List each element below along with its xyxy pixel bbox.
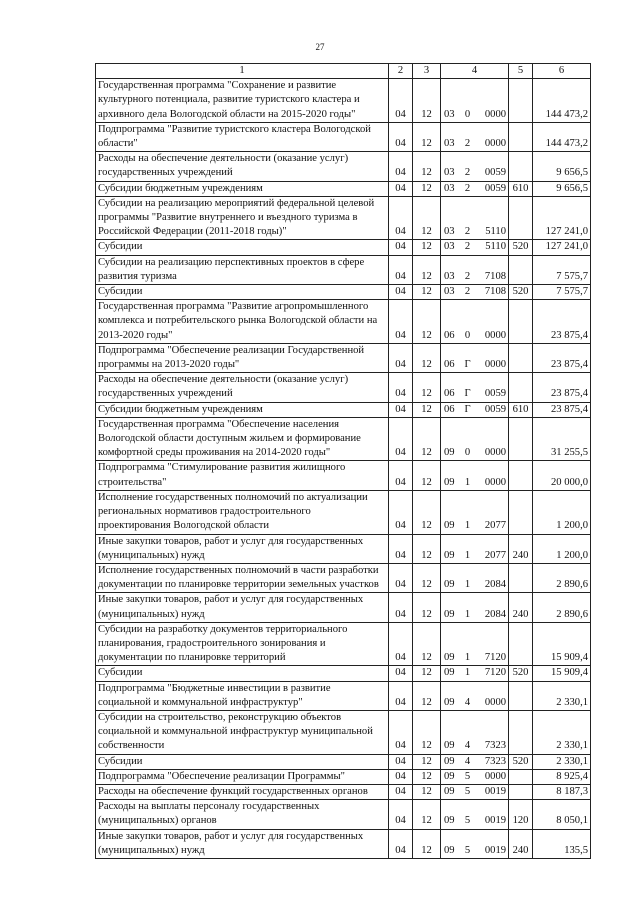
direction-code: 0000	[475, 79, 509, 123]
direction-code: 0059	[475, 402, 509, 417]
subsection-code: 12	[413, 343, 441, 372]
amount: 23 875,4	[533, 343, 591, 372]
row-name: Подпрограмма "Развитие туристского кластера Вологодской области"	[96, 122, 389, 151]
expense-type-code: 520	[509, 754, 533, 769]
program-code: 09	[441, 754, 461, 769]
table-row	[96, 152, 591, 181]
expense-type-code	[509, 417, 533, 461]
expense-type-code	[509, 563, 533, 592]
row-name: Подпрограмма "Обеспечение реализации Государственной программы на 2013-2020 годы"	[96, 343, 389, 372]
subprogram-code: 1	[461, 593, 475, 622]
amount: 15 909,4	[533, 622, 591, 666]
row-name: Подпрограмма "Обеспечение реализации Программы"	[96, 769, 389, 784]
row-name: Субсидии на реализацию мероприятий федеральной целевой программы "Развитие внутреннего и въездного туризма в Российской Федерации (2011-2018 годы)"	[96, 196, 389, 240]
amount: 127 241,0	[533, 196, 591, 240]
section-code: 04	[389, 196, 413, 240]
expense-type-code	[509, 373, 533, 402]
section-code: 04	[389, 534, 413, 563]
expense-type-code	[509, 122, 533, 151]
direction-code: 0059	[475, 152, 509, 181]
header-row	[96, 64, 591, 79]
subsection-code: 12	[413, 373, 441, 402]
table-row	[96, 666, 591, 681]
expense-type-code	[509, 681, 533, 710]
amount: 8 187,3	[533, 784, 591, 799]
subsection-code: 12	[413, 829, 441, 858]
amount: 127 241,0	[533, 240, 591, 255]
program-code: 03	[441, 181, 461, 196]
subprogram-code: 5	[461, 769, 475, 784]
amount: 23 875,4	[533, 300, 591, 344]
program-code: 09	[441, 829, 461, 858]
direction-code: 7120	[475, 622, 509, 666]
section-code: 04	[389, 181, 413, 196]
expense-type-code	[509, 79, 533, 123]
expense-type-code	[509, 196, 533, 240]
row-name: Расходы на обеспечение деятельности (оказание услуг) государственных учреждений	[96, 373, 389, 402]
subsection-code: 12	[413, 681, 441, 710]
subprogram-code: Г	[461, 402, 475, 417]
direction-code: 5110	[475, 240, 509, 255]
program-code: 03	[441, 152, 461, 181]
subsection-code: 12	[413, 666, 441, 681]
program-code: 06	[441, 373, 461, 402]
program-code: 09	[441, 593, 461, 622]
table-row	[96, 563, 591, 592]
expense-type-code: 520	[509, 666, 533, 681]
header-cell: 1	[96, 64, 389, 79]
expense-type-code: 240	[509, 593, 533, 622]
subprogram-code: 1	[461, 666, 475, 681]
direction-code: 7108	[475, 255, 509, 284]
section-code: 04	[389, 754, 413, 769]
header-cell: 2	[389, 64, 413, 79]
program-code: 06	[441, 300, 461, 344]
table-row	[96, 681, 591, 710]
table-row	[96, 300, 591, 344]
amount: 7 575,7	[533, 285, 591, 300]
row-name: Субсидии на разработку документов территориального планирования, градостроительного зонирования и документации по планировке территорий	[96, 622, 389, 666]
subsection-code: 12	[413, 784, 441, 799]
row-name: Государственная программа "Сохранение и развитие культурного потенциала, развитие туристского кластера и архивного дела Вологодской области на 2015-2020 годы"	[96, 79, 389, 123]
section-code: 04	[389, 343, 413, 372]
subprogram-code: 5	[461, 784, 475, 799]
table-row	[96, 710, 591, 754]
program-code: 09	[441, 681, 461, 710]
subsection-code: 12	[413, 593, 441, 622]
amount: 23 875,4	[533, 373, 591, 402]
row-name: Расходы на обеспечение функций государственных органов	[96, 784, 389, 799]
direction-code: 5110	[475, 196, 509, 240]
table-row	[96, 754, 591, 769]
table-row	[96, 285, 591, 300]
subsection-code: 12	[413, 285, 441, 300]
row-name: Иные закупки товаров, работ и услуг для государственных (муниципальных) нужд	[96, 593, 389, 622]
row-name: Субсидии	[96, 754, 389, 769]
amount: 9 656,5	[533, 181, 591, 196]
subsection-code: 12	[413, 490, 441, 534]
budget-table	[95, 63, 591, 859]
program-code: 09	[441, 666, 461, 681]
section-code: 04	[389, 800, 413, 829]
expense-type-code	[509, 300, 533, 344]
amount: 144 473,2	[533, 122, 591, 151]
table-row	[96, 490, 591, 534]
subprogram-code: 5	[461, 829, 475, 858]
amount: 1 200,0	[533, 534, 591, 563]
subprogram-code: 2	[461, 152, 475, 181]
direction-code: 7323	[475, 710, 509, 754]
subprogram-code: Г	[461, 373, 475, 402]
direction-code: 7323	[475, 754, 509, 769]
expense-type-code	[509, 784, 533, 799]
row-name: Исполнение государственных полномочий в части разработки документации по планировке территории земельных участков	[96, 563, 389, 592]
section-code: 04	[389, 300, 413, 344]
section-code: 04	[389, 622, 413, 666]
header-cell: 5	[509, 64, 533, 79]
program-code: 09	[441, 622, 461, 666]
direction-code: 7108	[475, 285, 509, 300]
amount: 23 875,4	[533, 402, 591, 417]
table-row	[96, 343, 591, 372]
subprogram-code: 2	[461, 196, 475, 240]
subsection-code: 12	[413, 79, 441, 123]
program-code: 06	[441, 343, 461, 372]
amount: 8 050,1	[533, 800, 591, 829]
table-row	[96, 461, 591, 490]
subsection-code: 12	[413, 122, 441, 151]
header-cell: 4	[441, 64, 509, 79]
amount: 1 200,0	[533, 490, 591, 534]
expense-type-code	[509, 255, 533, 284]
amount: 7 575,7	[533, 255, 591, 284]
subsection-code: 12	[413, 754, 441, 769]
subsection-code: 12	[413, 710, 441, 754]
amount: 2 330,1	[533, 681, 591, 710]
program-code: 09	[441, 417, 461, 461]
header-cell: 6	[533, 64, 591, 79]
direction-code: 0000	[475, 122, 509, 151]
table-row	[96, 196, 591, 240]
table-row	[96, 373, 591, 402]
subsection-code: 12	[413, 534, 441, 563]
expense-type-code: 240	[509, 829, 533, 858]
table-row	[96, 829, 591, 858]
subprogram-code: Г	[461, 343, 475, 372]
subsection-code: 12	[413, 152, 441, 181]
program-code: 03	[441, 122, 461, 151]
direction-code: 0000	[475, 681, 509, 710]
section-code: 04	[389, 122, 413, 151]
section-code: 04	[389, 784, 413, 799]
expense-type-code	[509, 769, 533, 784]
subprogram-code: 2	[461, 122, 475, 151]
table-row	[96, 181, 591, 196]
direction-code: 0000	[475, 461, 509, 490]
expense-type-code	[509, 622, 533, 666]
expense-type-code: 240	[509, 534, 533, 563]
program-code: 06	[441, 402, 461, 417]
section-code: 04	[389, 681, 413, 710]
section-code: 04	[389, 255, 413, 284]
program-code: 09	[441, 800, 461, 829]
subprogram-code: 1	[461, 534, 475, 563]
expense-type-code	[509, 490, 533, 534]
program-code: 03	[441, 240, 461, 255]
direction-code: 7120	[475, 666, 509, 681]
section-code: 04	[389, 402, 413, 417]
direction-code: 0000	[475, 769, 509, 784]
subprogram-code: 2	[461, 255, 475, 284]
program-code: 03	[441, 79, 461, 123]
table-row	[96, 417, 591, 461]
expense-type-code: 520	[509, 285, 533, 300]
direction-code: 2084	[475, 593, 509, 622]
table-row	[96, 784, 591, 799]
amount: 2 330,1	[533, 754, 591, 769]
subprogram-code: 4	[461, 710, 475, 754]
amount: 9 656,5	[533, 152, 591, 181]
amount: 144 473,2	[533, 79, 591, 123]
header-cell: 3	[413, 64, 441, 79]
expense-type-code: 610	[509, 402, 533, 417]
amount: 135,5	[533, 829, 591, 858]
section-code: 04	[389, 152, 413, 181]
subprogram-code: 5	[461, 800, 475, 829]
section-code: 04	[389, 285, 413, 300]
subprogram-code: 1	[461, 461, 475, 490]
program-code: 09	[441, 710, 461, 754]
section-code: 04	[389, 829, 413, 858]
subsection-code: 12	[413, 461, 441, 490]
subsection-code: 12	[413, 800, 441, 829]
amount: 2 890,6	[533, 593, 591, 622]
row-name: Иные закупки товаров, работ и услуг для государственных (муниципальных) нужд	[96, 829, 389, 858]
row-name: Субсидии на реализацию перспективных проектов в сфере развития туризма	[96, 255, 389, 284]
program-code: 09	[441, 534, 461, 563]
section-code: 04	[389, 240, 413, 255]
subprogram-code: 1	[461, 490, 475, 534]
row-name: Субсидии	[96, 285, 389, 300]
table-row	[96, 800, 591, 829]
amount: 2 330,1	[533, 710, 591, 754]
row-name: Подпрограмма "Бюджетные инвестиции в развитие социальной и коммунальной инфраструктур"	[96, 681, 389, 710]
row-name: Субсидии	[96, 666, 389, 681]
direction-code: 0000	[475, 343, 509, 372]
direction-code: 0000	[475, 417, 509, 461]
subsection-code: 12	[413, 563, 441, 592]
row-name: Государственная программа "Развитие агропромышленного комплекса и потребительского рынка Вологодской области на 2013-2020 годы"	[96, 300, 389, 344]
amount: 20 000,0	[533, 461, 591, 490]
section-code: 04	[389, 79, 413, 123]
row-name: Субсидии	[96, 240, 389, 255]
subsection-code: 12	[413, 240, 441, 255]
subsection-code: 12	[413, 402, 441, 417]
program-code: 09	[441, 490, 461, 534]
program-code: 03	[441, 196, 461, 240]
table-row	[96, 79, 591, 123]
direction-code: 0000	[475, 300, 509, 344]
section-code: 04	[389, 563, 413, 592]
row-name: Субсидии бюджетным учреждениям	[96, 402, 389, 417]
expense-type-code	[509, 152, 533, 181]
section-code: 04	[389, 417, 413, 461]
table-row	[96, 534, 591, 563]
section-code: 04	[389, 710, 413, 754]
subprogram-code: 4	[461, 754, 475, 769]
subprogram-code: 0	[461, 300, 475, 344]
subprogram-code: 1	[461, 622, 475, 666]
subprogram-code: 2	[461, 181, 475, 196]
expense-type-code	[509, 710, 533, 754]
subprogram-code: 1	[461, 563, 475, 592]
subsection-code: 12	[413, 622, 441, 666]
program-code: 09	[441, 769, 461, 784]
direction-code: 2077	[475, 534, 509, 563]
expense-type-code	[509, 461, 533, 490]
direction-code: 0019	[475, 829, 509, 858]
expense-type-code	[509, 343, 533, 372]
subsection-code: 12	[413, 196, 441, 240]
row-name: Субсидии бюджетным учреждениям	[96, 181, 389, 196]
amount: 31 255,5	[533, 417, 591, 461]
page-number: 27	[315, 42, 325, 52]
section-code: 04	[389, 666, 413, 681]
subprogram-code: 0	[461, 417, 475, 461]
table-row	[96, 402, 591, 417]
direction-code: 0019	[475, 800, 509, 829]
section-code: 04	[389, 373, 413, 402]
amount: 8 925,4	[533, 769, 591, 784]
expense-type-code: 610	[509, 181, 533, 196]
row-name: Иные закупки товаров, работ и услуг для государственных (муниципальных) нужд	[96, 534, 389, 563]
table-row	[96, 593, 591, 622]
row-name: Субсидии на строительство, реконструкцию объектов социальной и коммунальной инфраструктур муниципальной собственности	[96, 710, 389, 754]
row-name: Расходы на выплаты персоналу государственных (муниципальных) органов	[96, 800, 389, 829]
subsection-code: 12	[413, 300, 441, 344]
subsection-code: 12	[413, 181, 441, 196]
section-code: 04	[389, 769, 413, 784]
direction-code: 2084	[475, 563, 509, 592]
subsection-code: 12	[413, 769, 441, 784]
program-code: 09	[441, 784, 461, 799]
table-row	[96, 122, 591, 151]
direction-code: 0059	[475, 181, 509, 196]
program-code: 09	[441, 461, 461, 490]
table-row	[96, 769, 591, 784]
expense-type-code: 120	[509, 800, 533, 829]
row-name: Исполнение государственных полномочий по актуализации региональных нормативов градостроительного проектирования Вологодской области	[96, 490, 389, 534]
subprogram-code: 2	[461, 240, 475, 255]
section-code: 04	[389, 593, 413, 622]
subprogram-code: 0	[461, 79, 475, 123]
direction-code: 0059	[475, 373, 509, 402]
amount: 15 909,4	[533, 666, 591, 681]
subprogram-code: 4	[461, 681, 475, 710]
subprogram-code: 2	[461, 285, 475, 300]
table-row	[96, 255, 591, 284]
direction-code: 2077	[475, 490, 509, 534]
program-code: 09	[441, 563, 461, 592]
direction-code: 0019	[475, 784, 509, 799]
subsection-code: 12	[413, 255, 441, 284]
expense-type-code: 520	[509, 240, 533, 255]
subsection-code: 12	[413, 417, 441, 461]
row-name: Расходы на обеспечение деятельности (оказание услуг) государственных учреждений	[96, 152, 389, 181]
table-row	[96, 240, 591, 255]
program-code: 03	[441, 255, 461, 284]
table-row	[96, 622, 591, 666]
program-code: 03	[441, 285, 461, 300]
row-name: Подпрограмма "Стимулирование развития жилищного строительства"	[96, 461, 389, 490]
amount: 2 890,6	[533, 563, 591, 592]
row-name: Государственная программа "Обеспечение населения Вологодской области доступным жильем и формирование комфортной среды проживания на 2014-2020 годы"	[96, 417, 389, 461]
section-code: 04	[389, 490, 413, 534]
section-code: 04	[389, 461, 413, 490]
